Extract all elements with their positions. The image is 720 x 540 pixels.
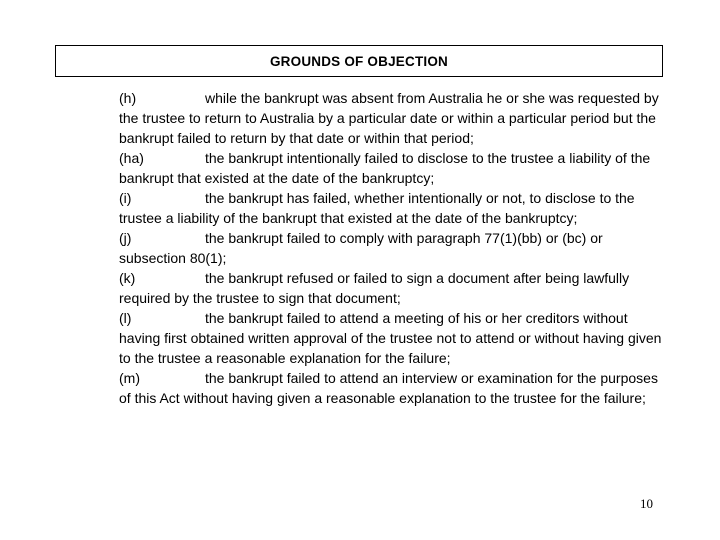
ground-code: (l) <box>119 310 132 326</box>
title-box <box>55 45 663 77</box>
grounds-list <box>119 88 664 408</box>
ground-item-j <box>119 228 664 268</box>
ground-code: (k) <box>119 270 136 286</box>
ground-text: the bankrupt failed to comply with paragraph 77(1)(bb) or (bc) or subsection 80(1); <box>119 230 603 266</box>
ground-item-ha <box>119 148 664 188</box>
ground-item-k <box>119 268 664 308</box>
ground-code: (ha) <box>119 150 144 166</box>
ground-code: (h) <box>119 90 137 106</box>
ground-item-h <box>119 88 664 148</box>
ground-item-l <box>119 308 664 368</box>
ground-item-m <box>119 368 664 408</box>
ground-code: (m) <box>119 370 140 386</box>
page-title: GROUNDS OF OBJECTION <box>269 53 448 69</box>
ground-text: the bankrupt intentionally failed to disclose to the trustee a liability of the bankrupt that existed at the date of the bankruptcy; <box>119 150 651 186</box>
ground-text: the bankrupt failed to attend a meeting of his or her creditors without having first obtained written approval of the trustee not to attend or without having given to the trustee a reasonable explanation for the failure; <box>119 310 662 366</box>
ground-code: (i) <box>119 190 132 206</box>
ground-text: while the bankrupt was absent from Australia he or she was requested by the trustee to return to Australia by a particular date or within a particular period but the bankrupt failed to return by that date or within that period; <box>119 90 659 146</box>
ground-text: the bankrupt failed to attend an interview or examination for the purposes of this Act without having given a reasonable explanation to the trustee for the failure; <box>119 370 658 406</box>
ground-text: the bankrupt has failed, whether intentionally or not, to disclose to the trustee a liability of the bankrupt that existed at the date of the bankruptcy; <box>119 190 635 226</box>
ground-text: the bankrupt refused or failed to sign a document after being lawfully required by the trustee to sign that document; <box>119 270 630 306</box>
page-number: 10 <box>640 496 653 511</box>
ground-code: (j) <box>119 230 132 246</box>
ground-item-i <box>119 188 664 228</box>
